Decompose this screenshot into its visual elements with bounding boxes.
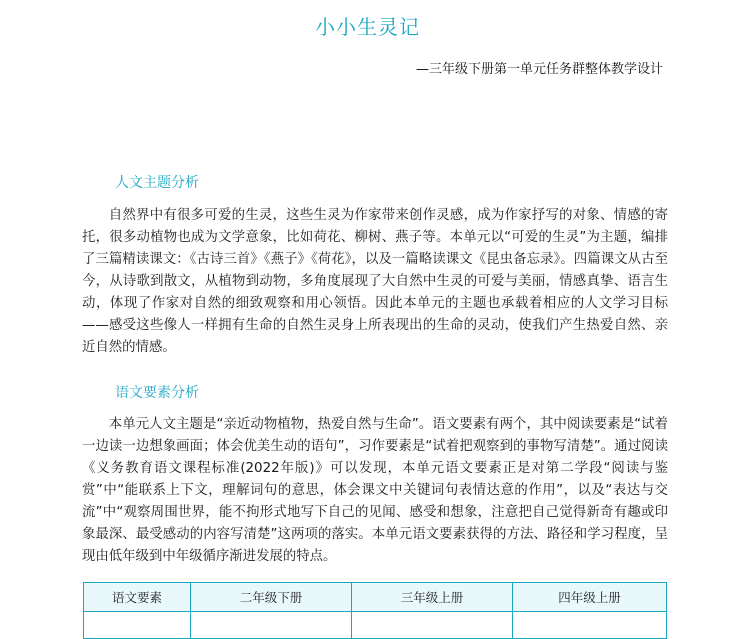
table-cell — [84, 612, 191, 639]
document-subtitle: —三年级下册第一单元任务群整体教学设计 — [415, 62, 663, 77]
table-cell — [191, 612, 352, 639]
table-cell — [513, 612, 667, 639]
table-header-cell: 四年级上册 — [513, 583, 667, 612]
table-header-cell: 语文要素 — [84, 583, 191, 612]
section-heading-language: 语文要素分析 — [115, 385, 199, 401]
section-heading-humanities: 人文主题分析 — [115, 175, 199, 191]
table-cell — [352, 612, 513, 639]
document-title: 小小生灵记 — [315, 15, 420, 39]
table-header-row — [84, 583, 667, 612]
table-row — [84, 612, 667, 639]
table-header-cell: 二年级下册 — [191, 583, 352, 612]
language-elements-table — [83, 582, 667, 639]
section-paragraph-language: 本单元人文主题是“亲近动物植物，热爱自然与生命”。语文要素有两个，其中阅读要素是“试着一边读一边想象画面；体会优美生动的语句”，习作要素是“试着把观察到的事物写清楚”。通过阅读《义务教育语文课程标准(2022年版)》可以发现，本单元语文要素正是对第二学段“阅读与鉴赏”中“能联系上下文，理解词句的意思，体会课文中关键词句表情达意的作用”，以及“表达与交流”中“观察周围世界，能不拘形式地写下自己的见闻、感受和想象，注意把自己觉得新奇有趣或印象最深、最受感动的内容写清楚”这两项的落实。本单元语文要素获得的方法、路径和学习程度，呈现由低年级到中年级循序渐进发展的特点。 — [82, 417, 668, 564]
section-paragraph-humanities: 自然界中有很多可爱的生灵，这些生灵为作家带来创作灵感，成为作家抒写的对象、情感的寄托，很多动植物也成为文学意象，比如荷花、柳树、燕子等。本单元以“可爱的生灵”为主题，编排了三篇精读课文：《古诗三首》《燕子》《荷花》，以及一篇略读课文《昆虫备忘录》。四篇课文从古至今，从诗歌到散文，从植物到动物，多角度展现了大自然中生灵的可爱与美丽，情感真挚、语言生动，体现了作家对自然的细致观察和用心领悟。因此本单元的主题也承载着相应的人文学习目标——感受这些像人一样拥有生命的自然生灵身上所表现出的生命的灵动，使我们产生热爱自然、亲近自然的情感。 — [82, 208, 668, 355]
table-header-cell: 三年级上册 — [352, 583, 513, 612]
